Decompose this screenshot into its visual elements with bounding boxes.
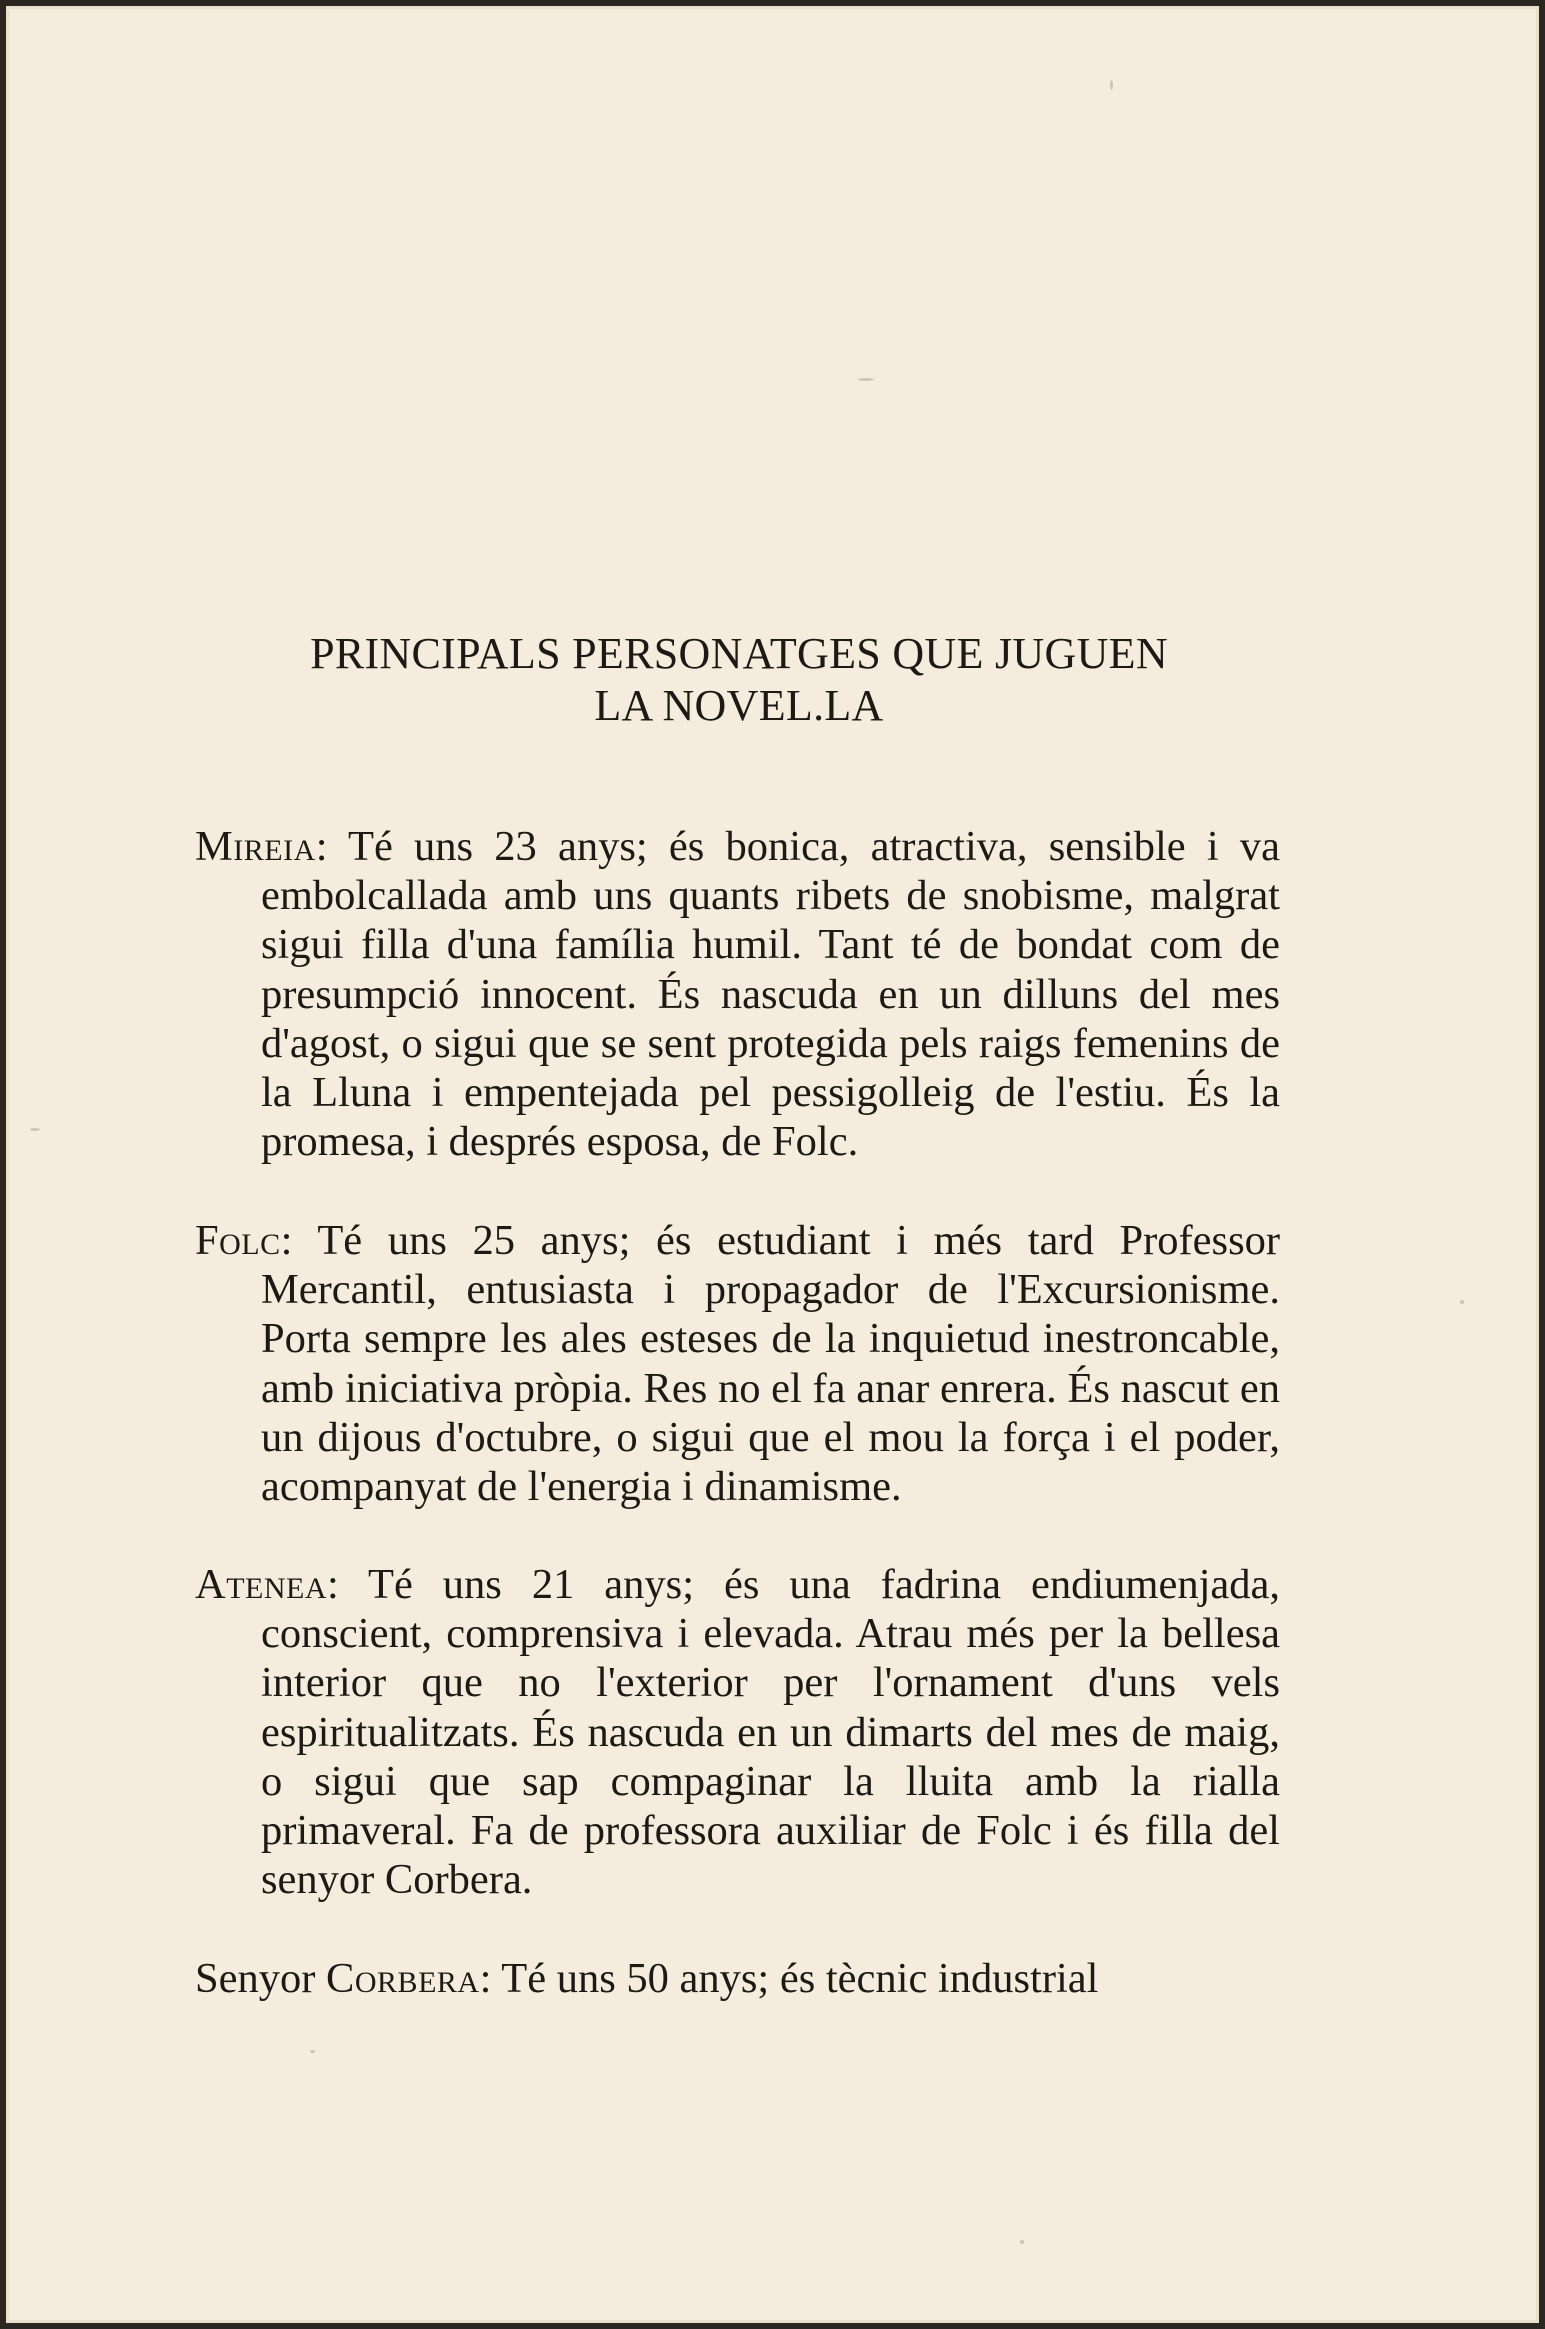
page-title-line-1: PRINCIPALS PERSONATGES QUE JUGUEN — [310, 629, 1168, 678]
character-prefix: Senyor — [195, 1955, 316, 2002]
character-description: Té uns 25 anys; és estudiant i més tard Professor Mercantil, entusiasta i propagador de l'Excursionisme. Porta sempre les ales esteses de la inquietud inestroncable, amb iniciativa pròpia. Res no el fa anar enrera. És nascut en un dijous d'octubre, o sigui que el mou la força i el poder, acompanyat de l'energia i dinamisme. — [261, 1217, 1281, 1511]
paper-speck — [858, 378, 874, 381]
character-description: Té uns 23 anys; és bonica, atractiva, sensible i va embolcallada amb uns quants ribets de snobisme, malgrat sigui filla d'una família humil. Tant té de bondat com de presumpció innocent. És nascuda en un dilluns del mes d'agost, o sigui que se sent protegida pels raigs femenins de la Lluna i empentejada pel pessigolleig de l'estiu. És la promesa, i després esposa, de Folc. — [261, 823, 1280, 1166]
paper-speck — [1460, 1300, 1464, 1304]
character-entry-atenea — [195, 1560, 1280, 1904]
name-separator: : — [327, 1561, 369, 1608]
character-entry-folc — [195, 1216, 1280, 1511]
character-entry-mireia — [195, 822, 1280, 1166]
character-description: Té uns 21 anys; és una fadrina endiumenjada, conscient, comprensiva i elevada. Atrau més per la bellesa interior que no l'exterior per l'ornament d'uns vels espiritualitzats. És nascuda en un dimarts del mes de maig, o sigui que sap compaginar la lluita amb la rialla primaveral. Fa de professora auxiliar de Folc i és filla del senyor Corbera. — [261, 1561, 1280, 1904]
name-separator: : — [280, 1217, 318, 1264]
character-name: Mireia — [195, 823, 316, 870]
character-name: Corbera — [326, 1955, 480, 2002]
character-description: Té uns 50 anys; és tècnic industrial — [501, 1955, 1099, 2002]
paper-speck — [310, 2050, 315, 2053]
paper-speck — [1020, 2240, 1024, 2244]
page-title-line-2: LA NOVEL.LA — [594, 681, 884, 730]
character-name: Folc — [195, 1217, 281, 1264]
name-separator: : — [479, 1955, 502, 2002]
paper-speck — [1110, 80, 1113, 90]
paper-speck — [30, 1128, 40, 1131]
character-name: Atenea — [195, 1561, 327, 1608]
character-entry-corbera — [195, 1954, 1280, 2003]
name-separator: : — [315, 823, 349, 870]
